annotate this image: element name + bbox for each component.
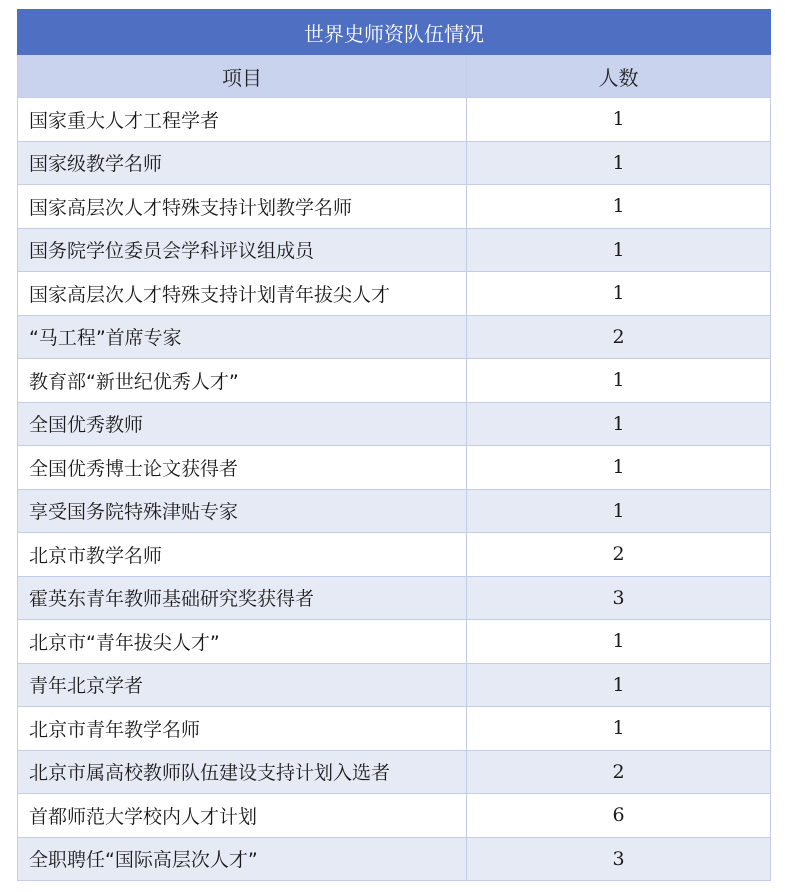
row-item: 霍英东青年教师基础研究奖获得者 <box>18 576 467 620</box>
row-item: 教育部“新世纪优秀人才” <box>18 359 467 403</box>
row-item: 全职聘任“国际高层次人才” <box>18 837 467 881</box>
row-count: 3 <box>467 576 771 620</box>
row-item: 北京市青年教学名师 <box>18 707 467 751</box>
table-title-row <box>18 10 771 55</box>
row-item: 国务院学位委员会学科评议组成员 <box>18 228 467 272</box>
row-item: 全国优秀博士论文获得者 <box>18 446 467 490</box>
row-count: 1 <box>467 402 771 446</box>
table-row <box>18 228 771 272</box>
row-item: 北京市属高校教师队伍建设支持计划入选者 <box>18 750 467 794</box>
table-title: 世界史师资队伍情况 <box>18 10 771 55</box>
row-count: 1 <box>467 620 771 664</box>
row-count: 1 <box>467 446 771 490</box>
table-row <box>18 620 771 664</box>
row-count: 2 <box>467 315 771 359</box>
row-item: 享受国务院特殊津贴专家 <box>18 489 467 533</box>
row-count: 6 <box>467 794 771 838</box>
row-item: 青年北京学者 <box>18 663 467 707</box>
table-row <box>18 141 771 185</box>
table-row <box>18 489 771 533</box>
table-row <box>18 707 771 751</box>
row-count: 1 <box>467 228 771 272</box>
row-count: 2 <box>467 533 771 577</box>
row-item: “马工程”首席专家 <box>18 315 467 359</box>
row-count: 1 <box>467 359 771 403</box>
table-header-row <box>18 55 771 98</box>
table-row <box>18 402 771 446</box>
table-row <box>18 663 771 707</box>
row-item: 全国优秀教师 <box>18 402 467 446</box>
row-item: 国家级教学名师 <box>18 141 467 185</box>
row-item: 北京市教学名师 <box>18 533 467 577</box>
row-count: 2 <box>467 750 771 794</box>
row-count: 1 <box>467 141 771 185</box>
table-row <box>18 315 771 359</box>
table-row <box>18 446 771 490</box>
table-row <box>18 750 771 794</box>
row-count: 1 <box>467 707 771 751</box>
table-row <box>18 837 771 881</box>
row-count: 3 <box>467 837 771 881</box>
row-count: 1 <box>467 663 771 707</box>
row-item: 国家高层次人才特殊支持计划教学名师 <box>18 185 467 229</box>
row-count: 1 <box>467 185 771 229</box>
row-count: 1 <box>467 489 771 533</box>
table-row <box>18 185 771 229</box>
table-row <box>18 533 771 577</box>
table-row <box>18 359 771 403</box>
row-item: 首都师范大学校内人才计划 <box>18 794 467 838</box>
faculty-table <box>17 9 771 881</box>
row-item: 国家重大人才工程学者 <box>18 98 467 142</box>
row-item: 国家高层次人才特殊支持计划青年拔尖人才 <box>18 272 467 316</box>
table-row <box>18 98 771 142</box>
faculty-table-container <box>17 9 770 881</box>
row-item: 北京市“青年拔尖人才” <box>18 620 467 664</box>
row-count: 1 <box>467 98 771 142</box>
table-row <box>18 576 771 620</box>
table-row <box>18 272 771 316</box>
table-row <box>18 794 771 838</box>
row-count: 1 <box>467 272 771 316</box>
column-header-count: 人数 <box>467 55 771 98</box>
column-header-item: 项目 <box>18 55 467 98</box>
